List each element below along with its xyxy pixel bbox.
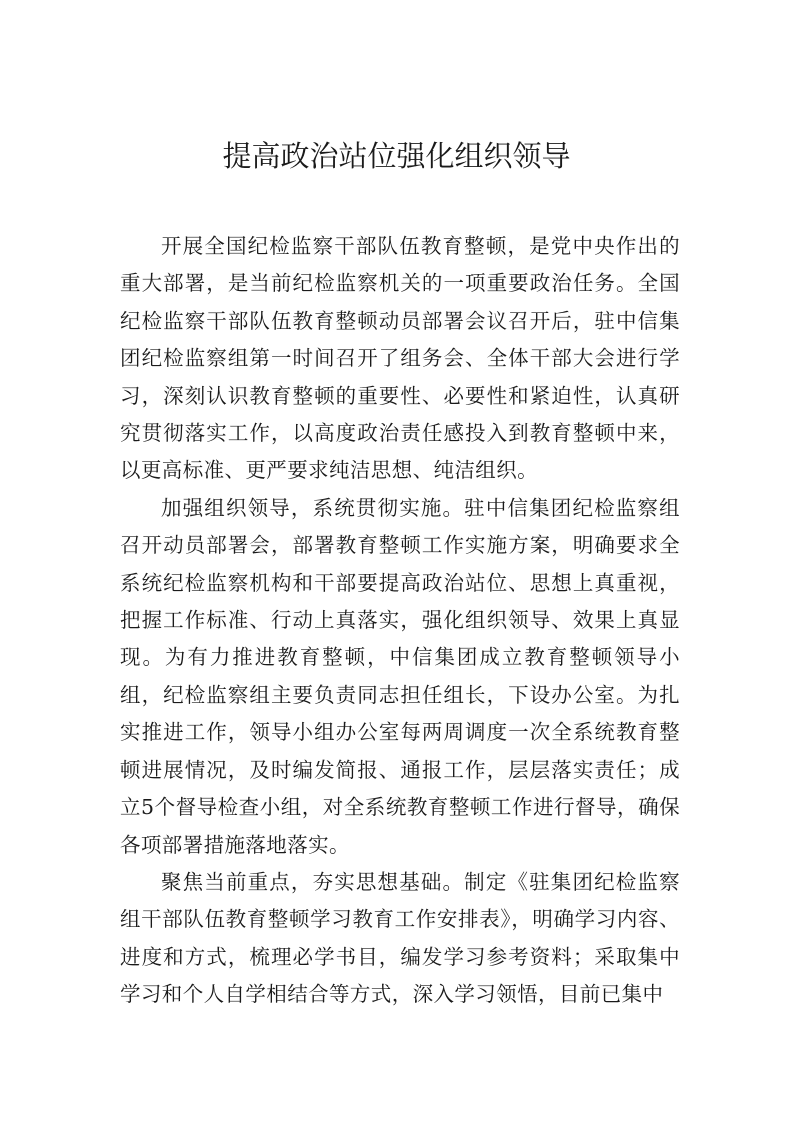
paragraph-intro: 开展全国纪检监察干部队伍教育整顿，是党中央作出的重大部署，是当前纪检监察机关的一项重要政治任务。全国纪检监察干部队伍教育整顿动员部署会议召开后，驻中信集团纪检监察组第一时间召开了组务会、全体干部大会进行学习，深刻认识教育整顿的重要性、必要性和紧迫性，认真研究贯彻落实工作，以高度政治责任感投入到教育整顿中来，以更高标准、更严要求纯洁思想、纯洁组织。 <box>120 234 680 483</box>
document-body <box>120 228 680 1014</box>
paragraph-organization: 加强组织领导，系统贯彻实施。驻中信集团纪检监察组召开动员部署会，部署教育整顿工作实施方案，明确要求全系统纪检监察机构和干部要提高政治站位、思想上真重视，把握工作标准、行动上真落实，强化组织领导、效果上真显现。为有力推进教育整顿，中信集团成立教育整顿领导小组，纪检监察组主要负责同志担任组长，下设办公室。为扎实推进工作，领导小组办公室每两周调度一次全系统教育整顿进展情况，及时编发简报、通报工作，层层落实责任；成立5个督导检查小组，对全系统教育整顿工作进行督导，确保各项部署措施落地落实。 <box>120 495 680 857</box>
paragraph-focus: 聚焦当前重点，夯实思想基础。制定《驻集团纪检监察组干部队伍教育整顿学习教育工作安排表》，明确学习内容、进度和方式，梳理必学书目，编发学习参考资料；采取集中学习和个人自学相结合等方式，深入学习领悟，目前已集中 <box>120 869 680 1007</box>
document-title: 提高政治站位强化组织领导 <box>222 139 571 173</box>
